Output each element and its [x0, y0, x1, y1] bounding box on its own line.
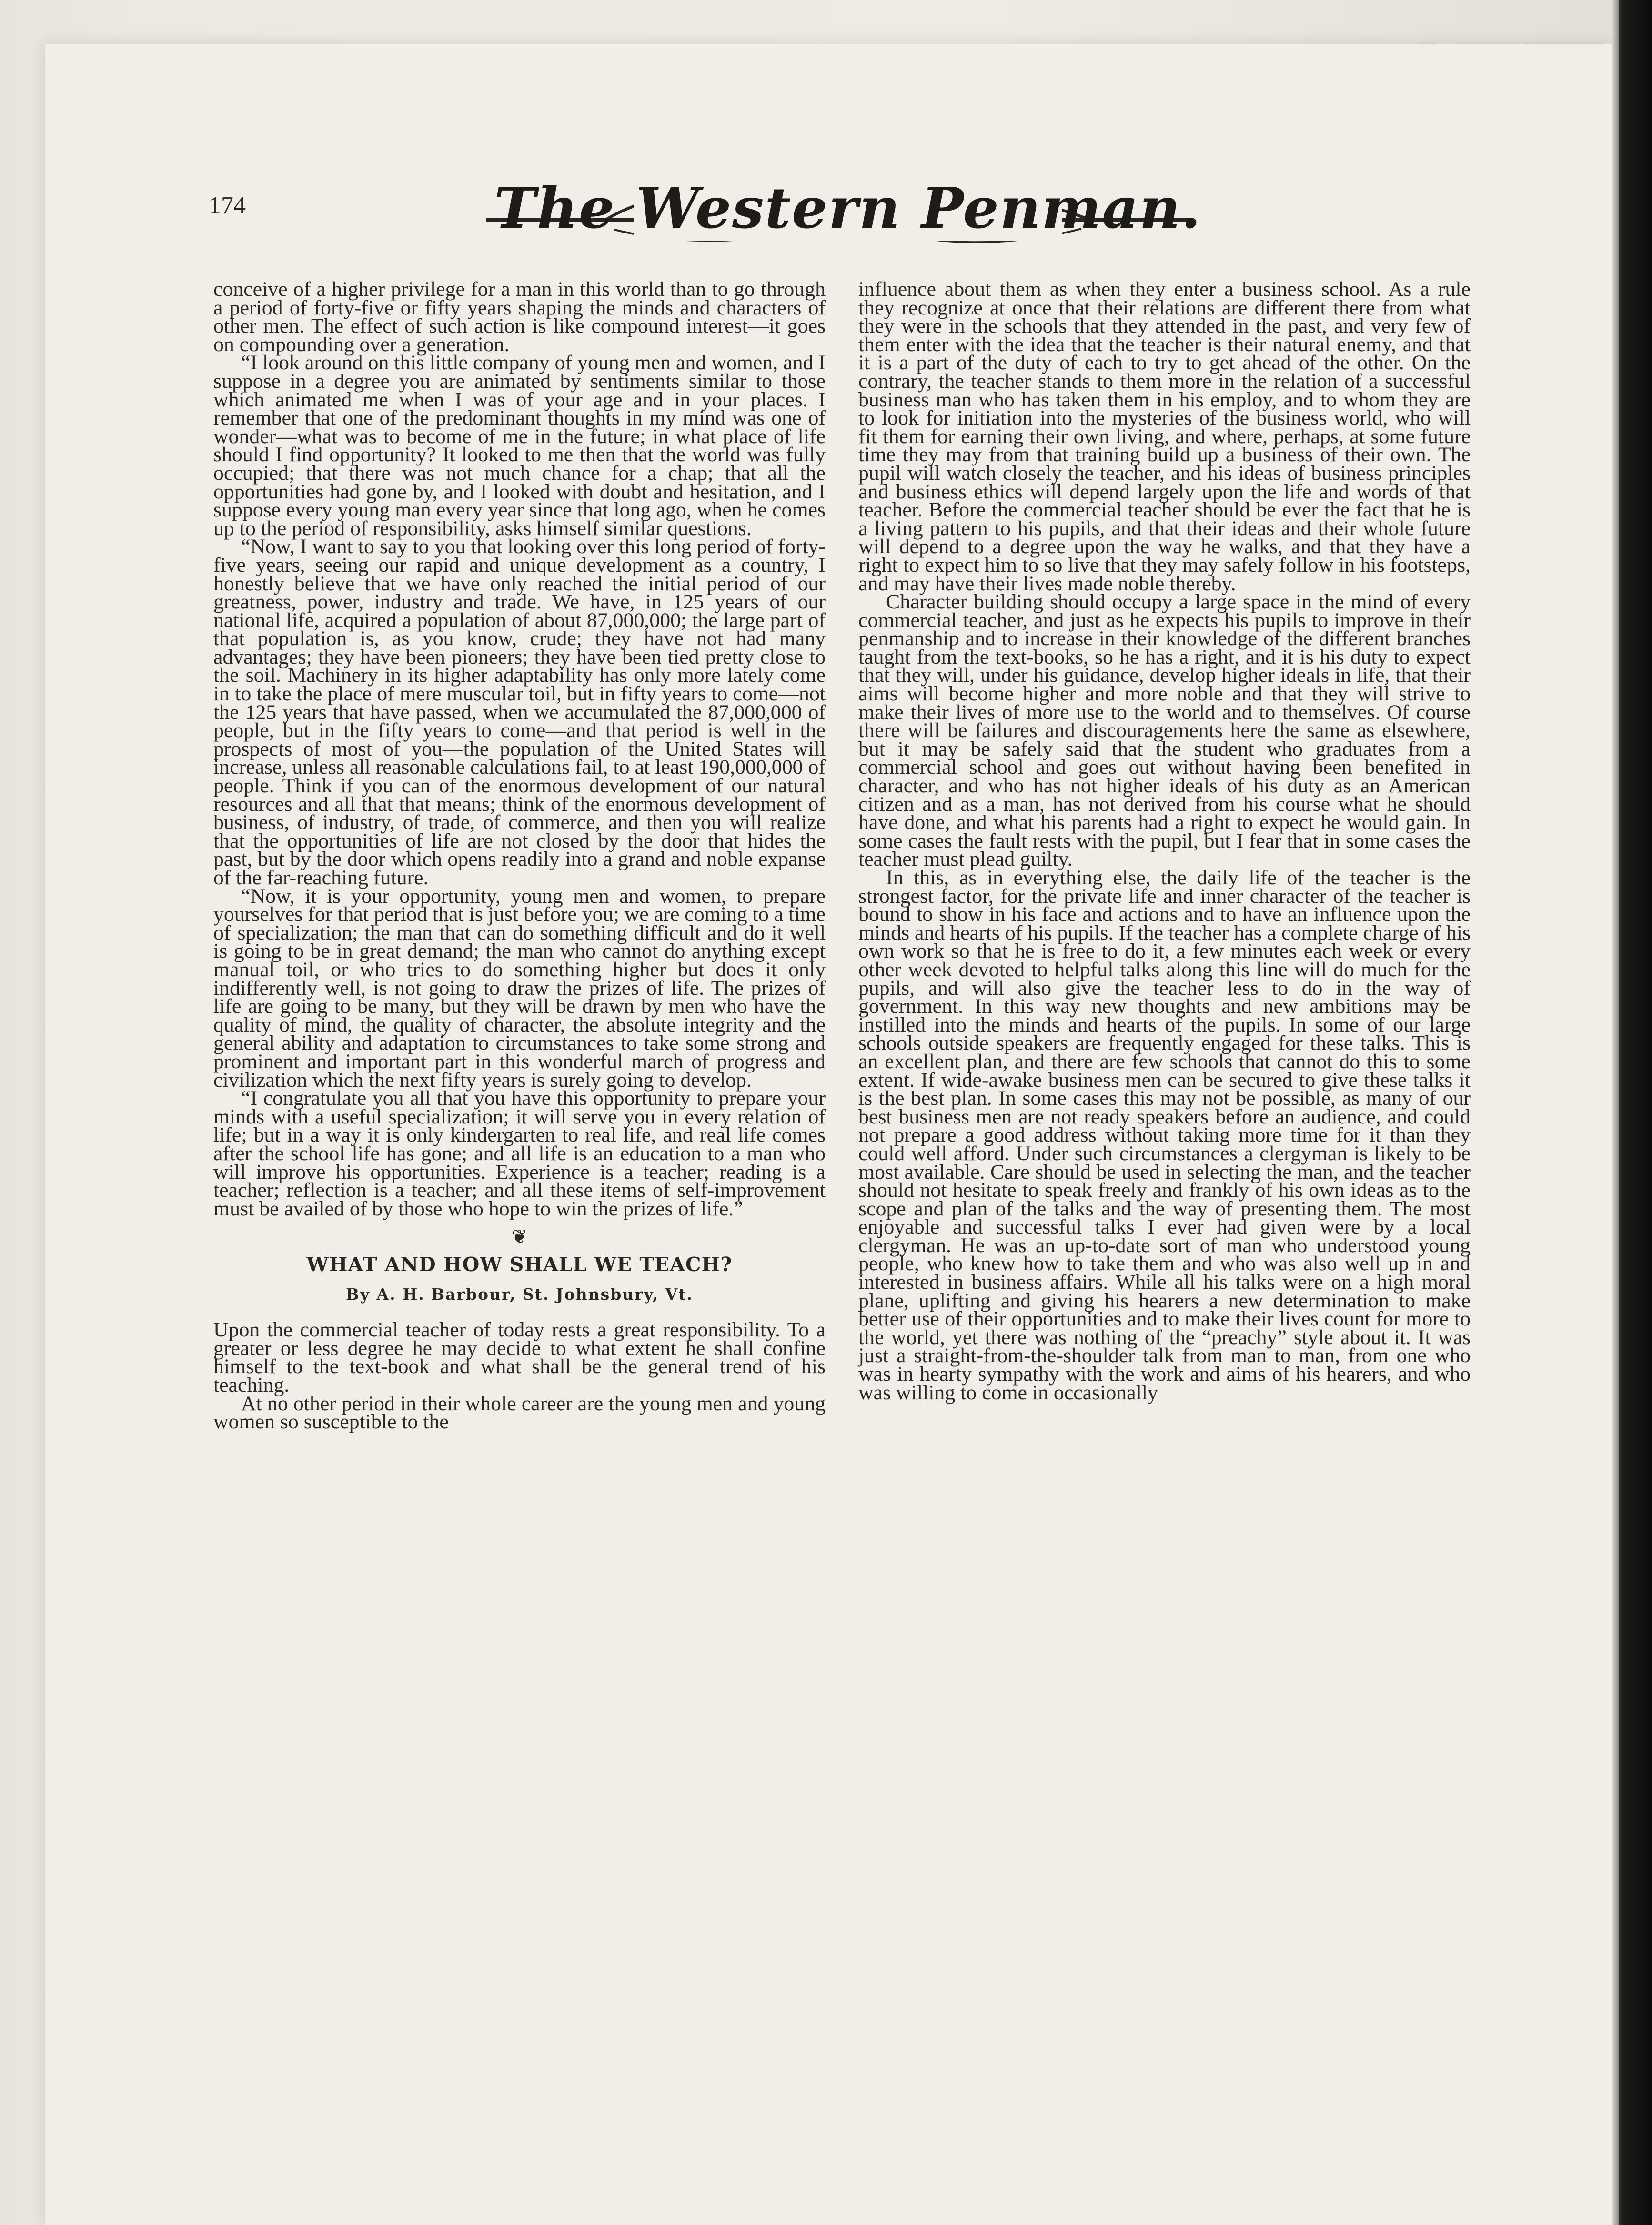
article-paragraph: At no other period in their whole career are the young men and young women so susceptible to the — [213, 1392, 826, 1434]
left-paragraph: “Now, it is your opportunity, young men and women, to prepare yourselves for that period that is just before you; we are coming to a time of specialization; the man that can do something difficult and do it well is going to be in great demand; the man who cannot do anything except manual toil, or who tries to do something higher but does it only indifferently well, is not going to draw the prizes of life. The prizes of life are going to be many, but they will be drawn by men who have the quality of mind, the quality of character, the absolute integrity and the general ability and adaptation to circumstances to take some strong and prominent and important part in this wonderful march of progress and civilization which the next fifty years is surely going to develop. — [213, 884, 826, 1092]
left-column — [213, 278, 826, 1434]
left-paragraph: “I congratulate you all that you have this opportunity to prepare your minds with a useful specialization; it will serve you in every relation of life; but in a way it is only kindergarten to real life, and real life comes after the school life has gone; and all life is an education to a man who will improve his opportunities. Experience is a teacher; reading is a teacher; reflection is a teacher; and all these items of self-improvement must be availed of by those who hope to win the prizes of life.” — [213, 1087, 826, 1220]
left-paragraph: “I look around on this little company of young men and women, and I suppose in a degree you are animated by sentiments similar to those which animated me when I was of your age and in your places. I remember that one of the predominant thoughts in my mind was one of wonder—what was to become of me in the future; in what place of life should I find opportunity? It looked to me then that the world was fully occupied; that there was not much chance for a chap; that all the opportunities had gone by, and I looked with doubt and hesitation, and I suppose every young man every year since that long ago, when he comes up to the period of responsibility, asks himself similar questions. — [213, 351, 826, 540]
right-paragraph: In this, as in everything else, the daily life of the teacher is the strongest factor, for the private life and inner character of the teacher is bound to show in his face and actions and to have an influence upon the minds and hearts of his pupils. If the teacher has a complete charge of his own work so that he is free to do it, a few minutes each week or every other week devoted to helpful talks along this line will do much for the pupils, and will also give the teacher less to do in the way of government. In this way new thoughts and new ambitions may be instilled into the minds and hearts of the pupils. In some of our large schools outside speakers are frequently engaged for these talks. This is an excellent plan, and there are few schools that cannot do this to some extent. If wide-awake business men can be secured to give these talks it is the best plan. In some cases this may not be possible, as many of our best business men are not ready speakers before an audience, and could not prepare a good address without taking more time for it than they could well afford. Under such circumstances a clergyman is likely to be most available. Care should be used in selecting the man, and the teacher should not hesitate to speak freely and frankly of his own ideas as to the scope and plan of the talks and the way of presenting them. The most enjoyable and successful talks I ever had given were by a local clergyman. He was an up-to-date sort of man who understood young people, who knew how to take them and who was also well up in and interested in business affairs. While all his talks were on a high moral plane, uplifting and giving his hearers a new determination to make better use of their opportunities and to make their lives count for more to the world, yet there was nothing of the “preachy” style about it. It was just a straight-from-the-shoulder talk from man to man, from one who was in hearty sympathy with the work and aims of his hearers, and who was willing to come in occasionally — [858, 866, 1471, 1404]
right-paragraph: Character building should occupy a large space in the mind of every commercial teacher, and just as he expects his pupils to improve in their penmanship and to increase in their knowledge of the different branches taught from the text-books, so he has a right, and it is his duty to expect that they will, under his guidance, develop higher ideals in life, that their aims will become higher and more noble and that they will strive to make their lives of more use to the world and to themselves. Of course there will be failures and discouragements here the same as elsewhere, but it may be safely said that the student who graduates from a commercial school and goes out without having been benefited in character, and who has not higher ideals of his duty as an American citizen and as a man, has not derived from his course what he should have done, and what his parents had a right to expect he would gain. In some cases the fault rests with the pupil, but I fear that in some cases the teacher must plead guilty. — [858, 590, 1471, 871]
left-paragraph: “Now, I want to say to you that looking over this long period of forty-five years, seeing our rapid and unique development as a country, I honestly believe that we have only reached the initial period of our greatness, power, industry and trade. We have, in 125 years of our national life, acquired a population of about 87,000,000; the large part of that population is, as you know, crude; they have not had many advantages; they have been pioneers; they have been tied pretty close to the soil. Machinery in its higher adaptability has only more lately come in to take the place of mere muscular toil, but in fifty years to come—not the 125 years that have passed, when we accumulated the 87,000,000 of people, but in the fifty years to come—and that period is well in the prospects of most of you—the population of the United States will increase, unless all reasonable calculations fail, to at least 190,000,000 of people. Think if you can of the enormous development of our natural resources and all that that means; think of the enormous development of business, of industry, of trade, of commerce, and then you will realize that the opportunities of life are not closed by the door that hides the past, but by the door which opens readily into a grand and noble expanse of the far-reaching future. — [213, 535, 826, 889]
article-byline: By A. H. Barbour, St. Johnsbury, Vt. — [345, 1285, 694, 1304]
masthead-title: The Western Penman. — [494, 174, 1202, 241]
right-column — [858, 280, 1471, 1402]
article-paragraph: Upon the commercial teacher of today rests a great responsibility. To a greater or less degree he may decide to what extent he shall confine himself to the text-book and what shall be the general trend of his teaching. — [213, 1318, 826, 1397]
page-number: 174 — [209, 192, 246, 219]
book-binding-edge — [1612, 0, 1652, 2225]
masthead — [494, 174, 1202, 241]
right-paragraph: influence about them as when they enter a business school. As a rule they recognize at once that their relations are different there from what they were in the schools that they attended in the past, and very few of them enter with the idea that the teacher is their natural enemy, and that it is a part of the duty of each to try to get ahead of the other. On the contrary, the teacher stands to them more in the relation of a successful business man who has taken them in his employ, and to whom they are to look for initiation into the mysteries of the business world, who will fit them for earning their own living, and where, perhaps, at some future time they may from that training build up a business of their own. The pupil will watch closely the teacher, and his ideas of business principles and business ethics will depend largely upon the life and words of that teacher. Before the commercial teacher should be ever the fact that he is a living pattern to his pupils, and that their ideas and their whole future will depend to a degree upon the way he walks, and that they have a right to expect him to so live that they may safely follow in his footsteps, and may have their lives made noble thereby. — [858, 278, 1471, 595]
ornament-divider: ❦ — [511, 1226, 528, 1248]
article-title: WHAT AND HOW SHALL WE TEACH? — [306, 1253, 733, 1276]
left-paragraph: conceive of a higher privilege for a man in this world than to go through a period of forty-five or fifty years shaping the minds and characters of other men. The effect of such action is like compound interest—it goes on compounding over a generation. — [213, 278, 826, 356]
